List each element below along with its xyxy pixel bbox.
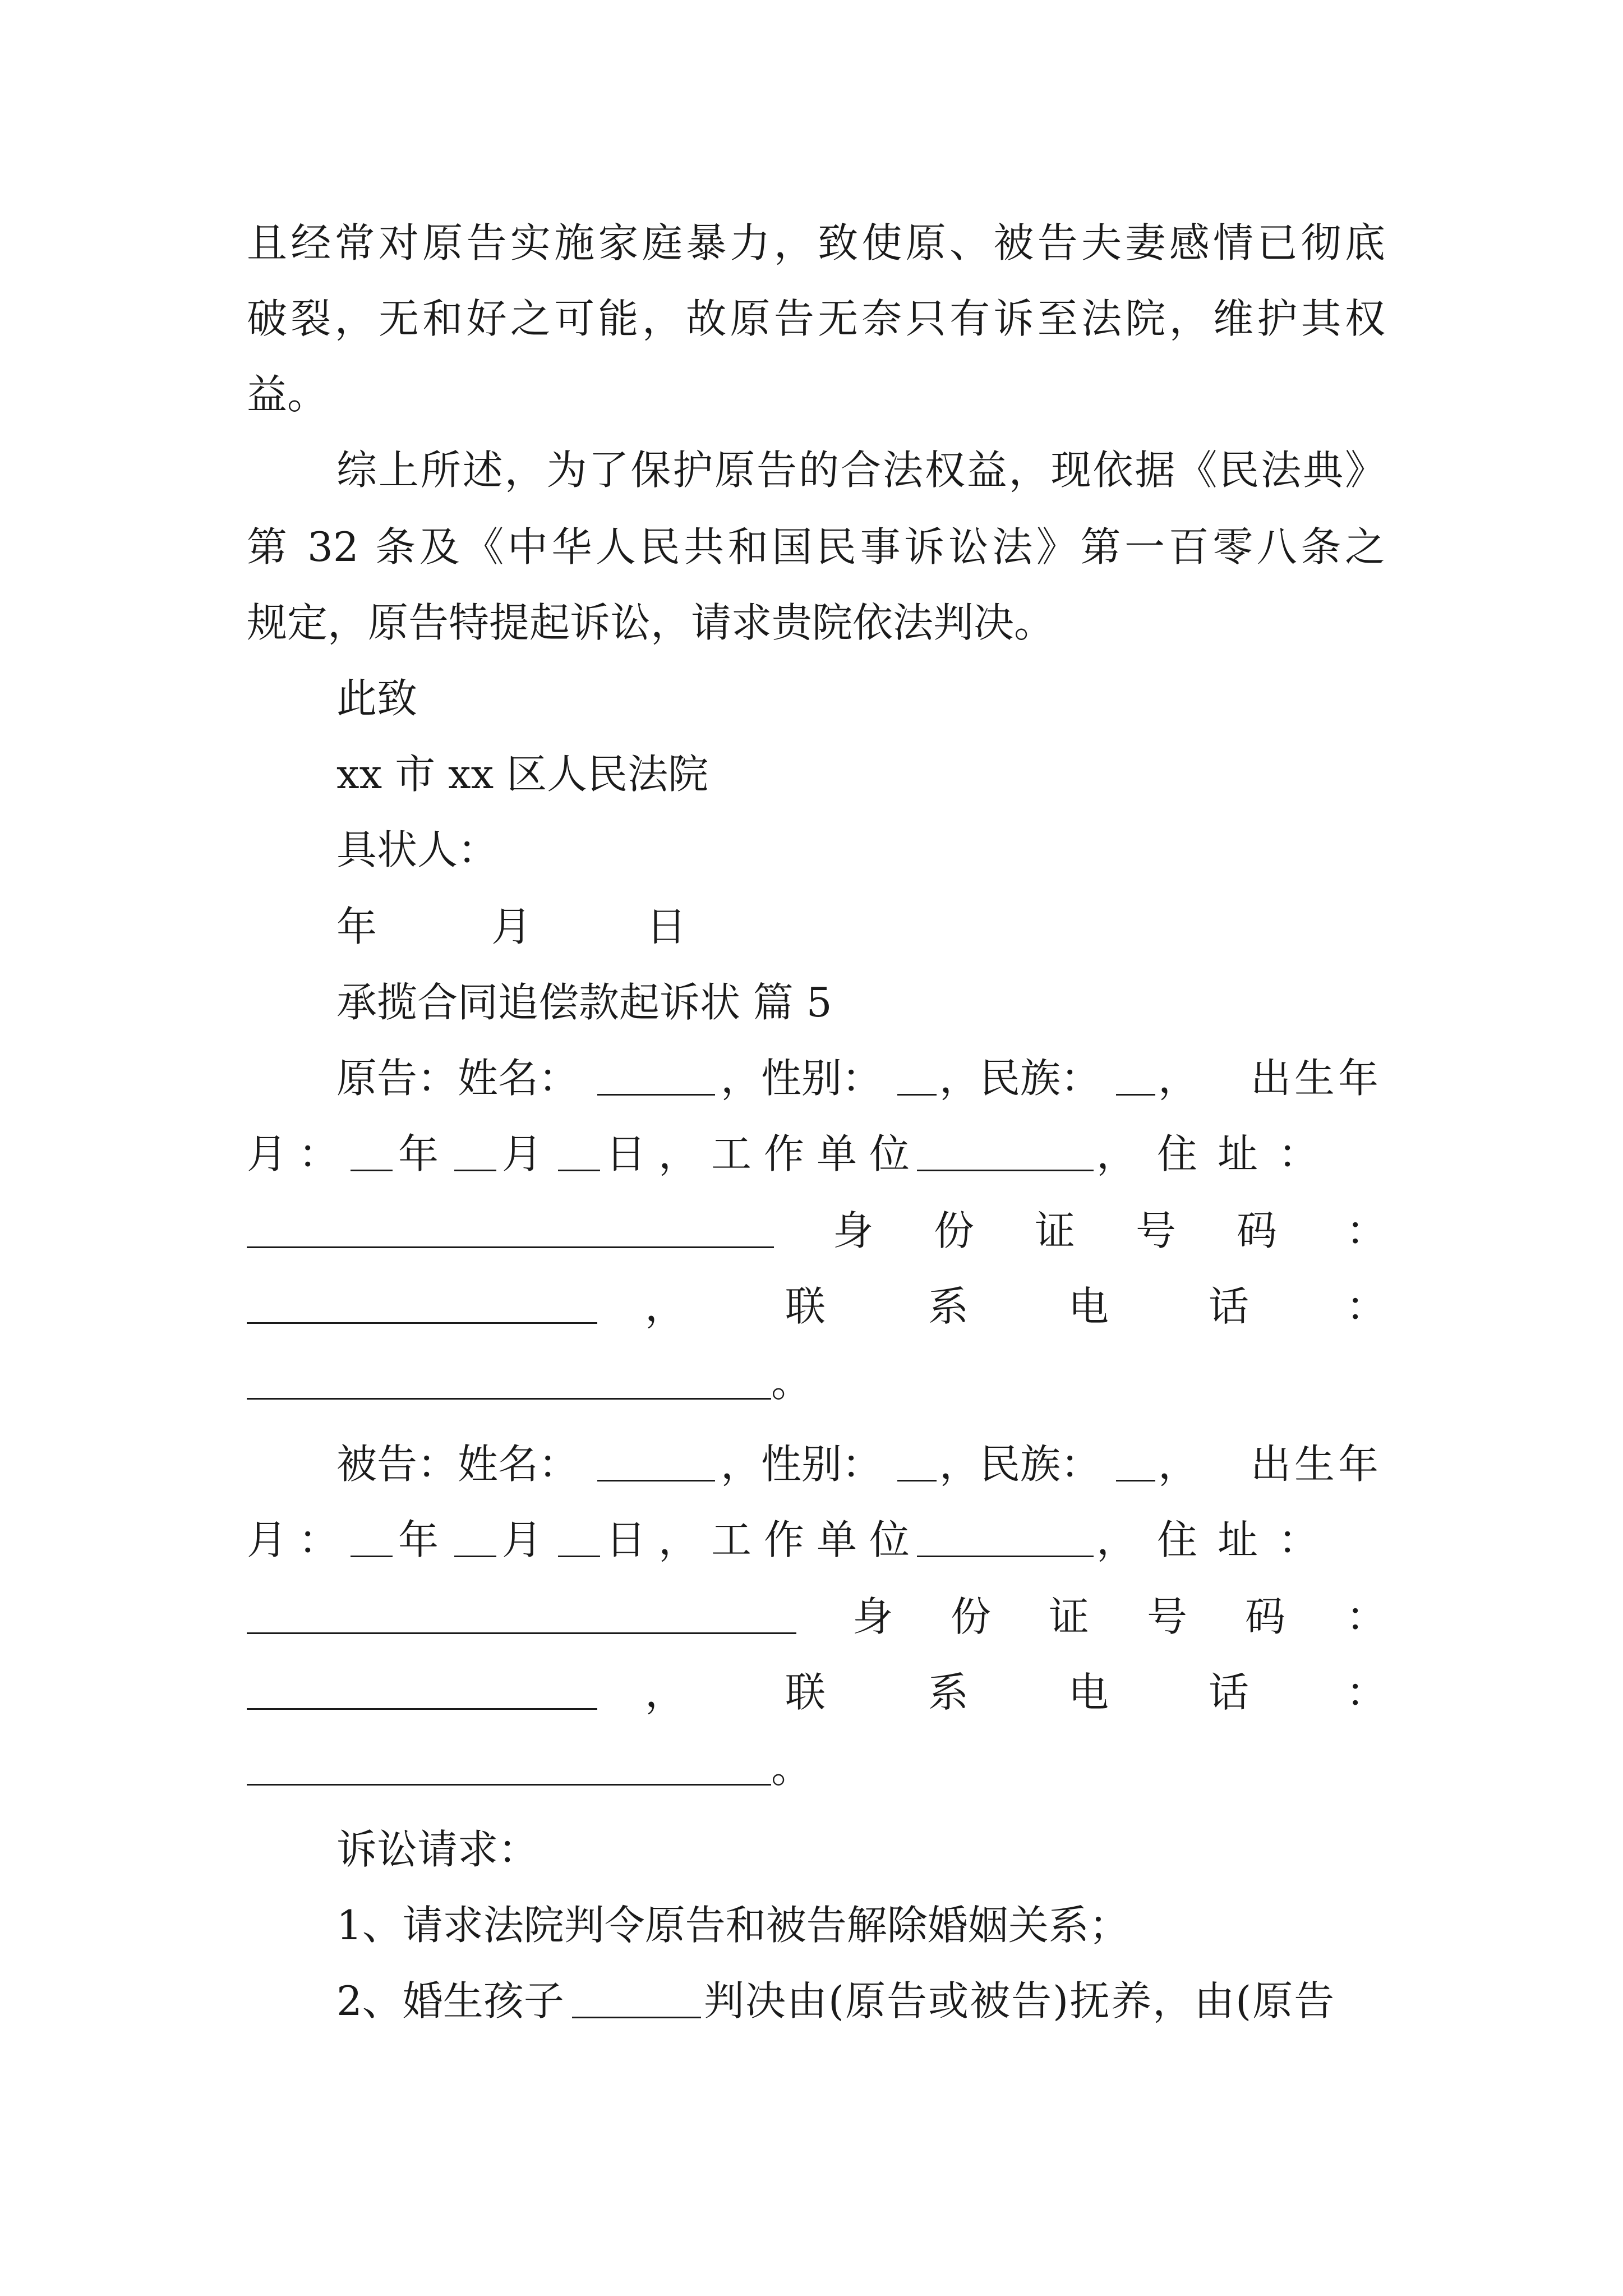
name-blank bbox=[597, 1480, 715, 1481]
label: 身 bbox=[852, 1593, 893, 1640]
label: 月 bbox=[502, 1130, 543, 1177]
month-blank bbox=[454, 1556, 496, 1557]
paragraph-line: 规定，原告特提起诉讼，请求贵院依法判决。 bbox=[247, 599, 1055, 646]
label: 年 bbox=[398, 1130, 439, 1177]
label: 码 bbox=[1245, 1593, 1286, 1640]
court-name: xx 市 xx 区人民法院 bbox=[336, 751, 709, 798]
child-name-blank bbox=[572, 2017, 701, 2018]
section-title: 承揽合同追偿款起诉状 篇 5 bbox=[336, 979, 832, 1026]
paragraph-line: 破裂，无和好之可能，故原告无奈只有诉至法院，维护其权 bbox=[247, 295, 1385, 342]
label: ， bbox=[1158, 1441, 1199, 1488]
gender-blank bbox=[897, 1094, 937, 1096]
label: 电 bbox=[1068, 1283, 1109, 1330]
label: 联 bbox=[785, 1669, 826, 1716]
label: 月： bbox=[247, 1516, 351, 1563]
claims-title: 诉讼请求： bbox=[336, 1826, 539, 1873]
label: ， bbox=[1158, 1055, 1199, 1102]
label: 出生年 bbox=[1251, 1441, 1382, 1488]
label: 证 bbox=[1049, 1593, 1090, 1640]
label: ： bbox=[1346, 1207, 1387, 1254]
plaintiff-phone-blank-line bbox=[247, 1357, 1385, 1407]
label: ，性别： bbox=[721, 1441, 883, 1488]
paragraph-line: 第 32 条及《中华人民共和国民事诉讼法》第一百零八条之 bbox=[247, 523, 1385, 570]
label: 联 bbox=[785, 1283, 826, 1330]
address-blank bbox=[247, 1632, 796, 1634]
id-number-blank bbox=[247, 1708, 597, 1710]
defendant-phone-blank-line bbox=[247, 1743, 1385, 1793]
date-line: 年 月 日 bbox=[336, 903, 698, 950]
month-blank bbox=[454, 1170, 496, 1171]
label: 日，工作单位 bbox=[606, 1516, 923, 1563]
claim-item-1: 1、请求法院判令原告和被告解除婚姻关系； bbox=[336, 1902, 1129, 1949]
label: 证 bbox=[1035, 1207, 1076, 1254]
label: 判决由(原告或被告)抚养，由(原告 bbox=[704, 1977, 1336, 2024]
phone-blank bbox=[247, 1398, 771, 1400]
label: ，民族： bbox=[939, 1055, 1101, 1102]
label: ，住址： bbox=[1096, 1516, 1339, 1563]
label: 年 bbox=[398, 1516, 439, 1563]
name-blank bbox=[597, 1094, 715, 1096]
ethnicity-blank bbox=[1116, 1094, 1155, 1096]
label: 号 bbox=[1136, 1207, 1177, 1254]
defendant-line-1 bbox=[247, 1439, 1385, 1489]
label: 电 bbox=[1068, 1669, 1109, 1716]
plaintiff-phone-line bbox=[247, 1281, 1385, 1332]
label: 系 bbox=[928, 1283, 969, 1330]
label: 话 bbox=[1209, 1669, 1249, 1716]
label: 月： bbox=[247, 1130, 351, 1177]
label: ： bbox=[1346, 1283, 1387, 1330]
label: 原告：姓名： bbox=[336, 1055, 579, 1102]
label: ，民族： bbox=[939, 1441, 1101, 1488]
label: 日，工作单位 bbox=[606, 1130, 923, 1177]
address-blank bbox=[247, 1246, 774, 1248]
label: 身 bbox=[833, 1207, 874, 1254]
paragraph-line: 且经常对原告实施家庭暴力，致使原、被告夫妻感情已彻底 bbox=[247, 219, 1385, 266]
label: ： bbox=[1346, 1669, 1387, 1716]
gender-blank bbox=[897, 1480, 937, 1481]
label: 。 bbox=[771, 1359, 812, 1406]
id-number-blank bbox=[247, 1322, 597, 1324]
label: 被告：姓名： bbox=[336, 1441, 579, 1488]
phone-blank bbox=[247, 1784, 771, 1786]
claim-item-2 bbox=[247, 1976, 1385, 2026]
label: 码 bbox=[1237, 1207, 1278, 1254]
defendant-line-2 bbox=[247, 1515, 1385, 1565]
paragraph-line: 综上所述，为了保护原告的合法权益，现依据《民法典》 bbox=[336, 447, 1385, 494]
ethnicity-blank bbox=[1116, 1480, 1155, 1481]
label: ，住址： bbox=[1096, 1130, 1339, 1177]
plaintiff-line-1 bbox=[247, 1053, 1385, 1103]
year-blank bbox=[351, 1556, 393, 1557]
paragraph-line: 益。 bbox=[247, 371, 328, 418]
employer-blank bbox=[917, 1170, 1094, 1171]
day-blank bbox=[558, 1556, 600, 1557]
label: ， bbox=[645, 1669, 686, 1716]
label: ： bbox=[1346, 1593, 1387, 1640]
label: 话 bbox=[1209, 1283, 1249, 1330]
label: 号 bbox=[1147, 1593, 1188, 1640]
label: ，性别： bbox=[721, 1055, 883, 1102]
employer-blank bbox=[917, 1556, 1094, 1557]
day-blank bbox=[558, 1170, 600, 1171]
signer-label: 具状人： bbox=[336, 826, 499, 873]
label: 份 bbox=[934, 1207, 975, 1254]
label: 月 bbox=[502, 1516, 543, 1563]
defendant-phone-line bbox=[247, 1667, 1385, 1718]
label: 出生年 bbox=[1251, 1055, 1382, 1102]
label: 2、婚生孩子 bbox=[336, 1977, 564, 2024]
defendant-id-line bbox=[247, 1591, 1385, 1642]
label: ， bbox=[645, 1283, 686, 1330]
label: 系 bbox=[928, 1669, 969, 1716]
salutation: 此致 bbox=[336, 675, 418, 722]
label: 份 bbox=[951, 1593, 992, 1640]
plaintiff-line-2 bbox=[247, 1129, 1385, 1179]
plaintiff-id-line bbox=[247, 1205, 1385, 1256]
year-blank bbox=[351, 1170, 393, 1171]
label: 。 bbox=[771, 1745, 812, 1792]
